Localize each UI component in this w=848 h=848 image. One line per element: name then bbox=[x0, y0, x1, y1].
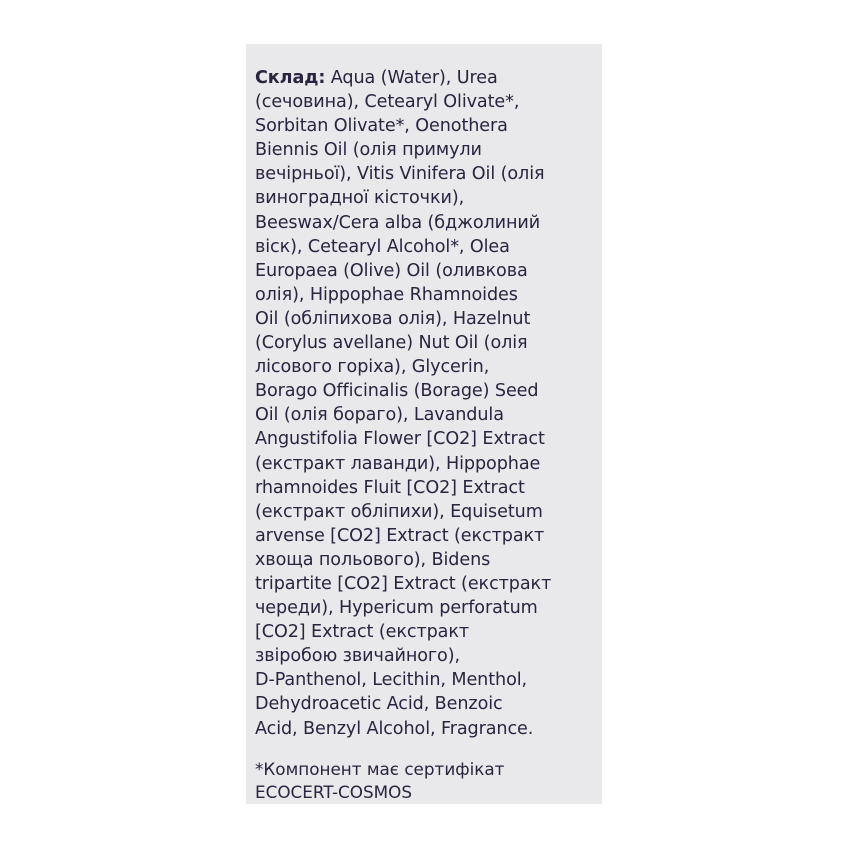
ingredient-line: (екстракт обліпихи), Equisetum bbox=[255, 501, 543, 522]
ingredient-line: виноградної кісточки), bbox=[255, 188, 465, 209]
ingredient-line: [CO2] Extract (екстракт bbox=[255, 622, 470, 643]
certification-line: ECOCERT-COSMOS bbox=[255, 782, 412, 802]
ingredient-line: arvense [CO2] Extract (екстракт bbox=[255, 525, 545, 546]
ingredient-line: D-Panthenol, Lecithin, Menthol, bbox=[255, 670, 528, 691]
certification-line: *Компонент має сертифікат bbox=[255, 759, 505, 779]
ingredient-line: вечірньої), Vitis Vinifera Oil (олія bbox=[255, 164, 545, 185]
ingredient-line: Beeswax/Cera alba (бджолиний bbox=[255, 212, 541, 233]
ingredients-text bbox=[255, 66, 599, 741]
certification-note bbox=[255, 758, 599, 804]
ingredient-line: rhamnoides Fluit [CO2] Extract bbox=[255, 477, 525, 498]
ingredient-line: Oil (олія бораго), Lavandula bbox=[255, 405, 504, 426]
ingredient-line: олія), Hippophae Rhamnoides bbox=[255, 284, 518, 305]
ingredient-line: Europaea (Olive) Oil (оливкова bbox=[255, 260, 528, 281]
ingredient-line: хвоща польового), Bidens bbox=[255, 549, 491, 570]
ingredient-line: (сечовина), Cetearyl Olivate*, bbox=[255, 92, 520, 113]
ingredient-line: Aqua (Water), Urea bbox=[325, 68, 498, 88]
ingredient-line: tripartite [CO2] Extract (екстракт bbox=[255, 573, 552, 594]
ingredient-line: череди), Hypericum perforatum bbox=[255, 598, 538, 619]
ingredient-line: лісового горіха), Glycerin, bbox=[255, 357, 490, 378]
ingredient-line: звіробою звичайного), bbox=[255, 646, 460, 667]
ingredient-line: (екстракт лаванди), Hippophae bbox=[255, 453, 541, 474]
ingredient-line: Oil (обліпихова олія), Hazelnut bbox=[255, 308, 531, 329]
ingredient-line: Acid, Benzyl Alcohol, Fragrance. bbox=[255, 718, 534, 739]
ingredient-line: Dehydroacetic Acid, Benzoic bbox=[255, 694, 503, 715]
ingredient-line: Borago Officinalis (Borage) Seed bbox=[255, 381, 539, 402]
ingredient-line: Sorbitan Olivate*, Oenothera bbox=[255, 116, 508, 137]
ingredient-line: Angustifolia Flower [CO2] Extract bbox=[255, 429, 545, 450]
ingredients-label-panel bbox=[246, 44, 602, 804]
composition-heading: Склад: bbox=[255, 68, 326, 88]
ingredient-line: Biennis Oil (олія примули bbox=[255, 140, 482, 161]
ingredient-line: віск), Cetearyl Alcohol*, Olea bbox=[255, 236, 510, 257]
ingredient-line: (Corylus avellane) Nut Oil (олія bbox=[255, 333, 528, 354]
ingredient-line-first bbox=[255, 66, 599, 90]
